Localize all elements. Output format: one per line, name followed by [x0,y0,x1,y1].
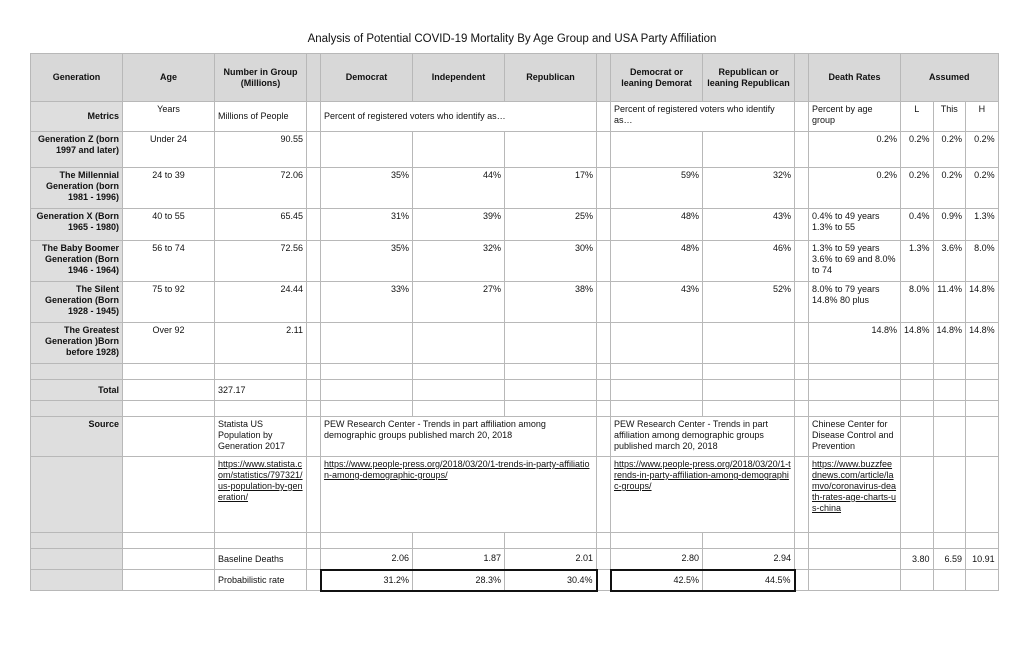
cell-empty[interactable] [597,417,611,457]
assumed-this-cell[interactable]: 0.2% [933,132,966,168]
cell-empty[interactable] [123,417,215,457]
cell-empty[interactable] [597,209,611,241]
cell-empty[interactable] [307,241,321,282]
cell-empty[interactable] [795,533,809,549]
cell-empty[interactable] [795,457,809,533]
rep-lean-cell[interactable]: 52% [703,282,795,323]
assumed-l-cell[interactable]: 0.4% [901,209,934,241]
assumed-this-cell[interactable]: 3.6% [933,241,966,282]
baseline-row [31,549,999,570]
prob-dem-lean[interactable]: 42.5% [611,570,703,591]
cell-empty[interactable] [307,209,321,241]
republican-cell[interactable]: 38% [505,282,597,323]
assumed-this-cell[interactable]: 11.4% [933,282,966,323]
number-cell[interactable]: 65.45 [215,209,307,241]
header-spacer[interactable] [307,54,321,102]
cell-empty[interactable] [809,533,901,549]
cell-empty[interactable] [966,570,999,591]
republican-cell[interactable]: 17% [505,168,597,209]
cell-empty[interactable] [795,364,809,380]
death-rate-cell[interactable]: 0.4% to 49 years 1.3% to 55 [809,209,901,241]
source-number[interactable]: Statista US Population by Generation 2017 [215,417,307,457]
death-rate-cell[interactable]: 8.0% to 79 years 14.8% 80 plus [809,282,901,323]
cell-empty[interactable] [597,457,611,533]
cell-empty[interactable] [795,132,809,168]
prob-republican[interactable]: 30.4% [505,570,597,591]
baseline-rep-lean[interactable]: 2.94 [703,549,795,570]
header-republican[interactable]: Republican [505,54,597,102]
dem-lean-cell[interactable]: 43% [611,282,703,323]
republican-cell[interactable]: 25% [505,209,597,241]
table-row [31,132,999,168]
age-cell[interactable]: 40 to 55 [123,209,215,241]
cell-empty[interactable] [901,417,934,457]
number-cell[interactable]: 72.56 [215,241,307,282]
cell-empty[interactable] [31,457,123,533]
assumed-l-cell[interactable]: 14.8% [901,323,934,364]
age-cell[interactable]: 24 to 39 [123,168,215,209]
cell-empty[interactable] [597,549,611,570]
cell-empty[interactable] [809,380,901,401]
democrat-cell[interactable] [321,323,413,364]
cell-empty[interactable] [611,533,703,549]
independent-cell[interactable]: 44% [413,168,505,209]
cell-empty[interactable] [321,364,413,380]
metrics-label[interactable]: Metrics [31,102,123,132]
header-death-rates[interactable]: Death Rates [809,54,901,102]
cell-empty[interactable] [307,401,321,417]
cell-empty[interactable] [597,102,611,132]
cell-empty[interactable] [966,533,999,549]
cell-empty[interactable] [901,401,934,417]
cell-empty[interactable] [215,533,307,549]
democrat-cell[interactable]: 33% [321,282,413,323]
metrics-death[interactable]: Percent by age group [809,102,901,132]
cell-empty[interactable] [703,533,795,549]
cell-empty[interactable] [307,380,321,401]
cell-empty[interactable] [966,401,999,417]
rep-lean-cell[interactable]: 43% [703,209,795,241]
link-party[interactable]: https://www.people-press.org/2018/03/20/1-trends-in-party-affiliation-among-demographic-groups/ [321,457,597,533]
cell-empty[interactable] [966,380,999,401]
dem-lean-cell[interactable]: 59% [611,168,703,209]
cell-empty[interactable] [413,364,505,380]
assumed-h-cell[interactable]: 0.2% [966,168,999,209]
header-generation[interactable]: Generation [31,54,123,102]
cell-empty[interactable] [307,417,321,457]
baseline-h[interactable]: 10.91 [966,549,999,570]
generation-label[interactable]: Generation Z (born 1997 and later) [31,132,123,168]
link-lean[interactable]: https://www.people-press.org/2018/03/20/1-trends-in-party-affiliation-among-demographic-groups/ [611,457,795,533]
generation-label[interactable]: The Millennial Generation (born 1981 - 1996) [31,168,123,209]
metrics-number[interactable]: Millions of People [215,102,307,132]
cell-empty[interactable] [31,364,123,380]
header-democrat[interactable]: Democrat [321,54,413,102]
cell-empty[interactable] [611,364,703,380]
cell-empty[interactable] [123,570,215,591]
metrics-row [31,102,999,132]
cell-empty[interactable] [901,380,934,401]
header-spacer[interactable] [795,54,809,102]
cell-empty[interactable] [123,401,215,417]
independent-cell[interactable]: 32% [413,241,505,282]
source-label[interactable]: Source [31,417,123,457]
baseline-democrat[interactable]: 2.06 [321,549,413,570]
cell-empty[interactable] [215,364,307,380]
republican-cell[interactable] [505,132,597,168]
cell-empty[interactable] [597,401,611,417]
cell-empty[interactable] [901,364,934,380]
prob-label[interactable]: Probabilistic rate [215,570,307,591]
dem-lean-cell[interactable]: 48% [611,209,703,241]
cell-empty[interactable] [597,323,611,364]
cell-empty[interactable] [413,380,505,401]
cell-empty[interactable] [597,570,611,591]
cell-empty[interactable] [611,401,703,417]
cell-empty[interactable] [795,417,809,457]
independent-cell[interactable] [413,132,505,168]
cell-empty[interactable] [795,282,809,323]
assumed-h-cell[interactable]: 14.8% [966,323,999,364]
blank-row [31,401,999,417]
cell-empty[interactable] [307,457,321,533]
metrics-age[interactable]: Years [123,102,215,132]
header-rep-lean[interactable]: Republican or leaning Republican [703,54,795,102]
cell-empty[interactable] [505,401,597,417]
cell-empty[interactable] [966,417,999,457]
cell-empty[interactable] [703,380,795,401]
source-death[interactable]: Chinese Center for Disease Control and Prevention [809,417,901,457]
number-cell[interactable]: 72.06 [215,168,307,209]
cell-empty[interactable] [703,401,795,417]
generation-label[interactable]: The Silent Generation (Born 1928 - 1945) [31,282,123,323]
cell-empty[interactable] [933,417,966,457]
probabilistic-row [31,570,999,591]
cell-empty[interactable] [795,401,809,417]
cell-empty[interactable] [901,570,934,591]
table-row [31,241,999,282]
baseline-label[interactable]: Baseline Deaths [215,549,307,570]
cell-empty[interactable] [31,570,123,591]
cell-empty[interactable] [505,380,597,401]
baseline-this[interactable]: 6.59 [933,549,966,570]
cell-empty[interactable] [901,457,934,533]
total-number[interactable]: 327.17 [215,380,307,401]
cell-empty[interactable] [307,132,321,168]
age-cell[interactable]: 75 to 92 [123,282,215,323]
assumed-this-cell[interactable]: 0.2% [933,168,966,209]
metrics-party[interactable]: Percent of registered voters who identify as… [321,102,597,132]
cell-empty[interactable] [809,401,901,417]
link-number[interactable]: https://www.statista.com/statistics/797321/us-population-by-generation/ [215,457,307,533]
cell-empty[interactable] [933,364,966,380]
cell-empty[interactable] [321,533,413,549]
cell-empty[interactable] [809,364,901,380]
assumed-this-cell[interactable]: 14.8% [933,323,966,364]
rep-lean-cell[interactable]: 46% [703,241,795,282]
cell-empty[interactable] [123,533,215,549]
cell-empty[interactable] [307,102,321,132]
cell-empty[interactable] [123,457,215,533]
independent-cell[interactable]: 27% [413,282,505,323]
assumed-h-cell[interactable]: 8.0% [966,241,999,282]
cell-empty[interactable] [933,533,966,549]
cell-empty[interactable] [809,570,901,591]
age-cell[interactable]: 56 to 74 [123,241,215,282]
cell-empty[interactable] [307,533,321,549]
assumed-h-cell[interactable]: 14.8% [966,282,999,323]
number-cell[interactable]: 24.44 [215,282,307,323]
rep-lean-cell[interactable] [703,132,795,168]
cell-empty[interactable] [123,364,215,380]
table-row [31,209,999,241]
table-row [31,168,999,209]
metrics-lean[interactable]: Percent of registered voters who identify as… [611,102,795,132]
blank-row [31,364,999,380]
number-cell[interactable]: 2.11 [215,323,307,364]
prob-independent[interactable]: 28.3% [413,570,505,591]
cell-empty[interactable] [795,241,809,282]
number-cell[interactable]: 90.55 [215,132,307,168]
democrat-cell[interactable]: 35% [321,241,413,282]
cell-empty[interactable] [966,457,999,533]
cell-empty[interactable] [307,364,321,380]
cell-empty[interactable] [795,168,809,209]
democrat-cell[interactable] [321,132,413,168]
independent-cell[interactable] [413,323,505,364]
assumed-l-cell[interactable]: 1.3% [901,241,934,282]
cell-empty[interactable] [795,102,809,132]
cell-empty[interactable] [809,549,901,570]
table-row [31,282,999,323]
cell-empty[interactable] [307,549,321,570]
cell-empty[interactable] [901,533,934,549]
cell-empty[interactable] [307,282,321,323]
rep-lean-cell[interactable]: 32% [703,168,795,209]
baseline-republican[interactable]: 2.01 [505,549,597,570]
header-row [31,54,999,102]
header-number[interactable]: Number in Group (Millions) [215,54,307,102]
spreadsheet [30,53,999,592]
cell-empty[interactable] [597,533,611,549]
cell-empty[interactable] [597,241,611,282]
cell-empty[interactable] [611,380,703,401]
generation-label[interactable]: The Baby Boomer Generation (Born 1946 - 1964) [31,241,123,282]
dem-lean-cell[interactable]: 48% [611,241,703,282]
cell-empty[interactable] [795,323,809,364]
metrics-h[interactable]: H [966,102,999,132]
link-death[interactable]: https://www.buzzfeednews.com/article/lamvo/coronavirus-death-rates-age-charts-us-china [809,457,901,533]
baseline-independent[interactable]: 1.87 [413,549,505,570]
dem-lean-cell[interactable] [611,323,703,364]
cell-empty[interactable] [215,401,307,417]
source-lean[interactable]: PEW Research Center - Trends in part affiliation among demographic groups published march 20, 2018 [611,417,795,457]
cell-empty[interactable] [795,380,809,401]
cell-empty[interactable] [31,533,123,549]
cell-empty[interactable] [933,570,966,591]
cell-empty[interactable] [597,168,611,209]
independent-cell[interactable]: 39% [413,209,505,241]
baseline-l[interactable]: 3.80 [901,549,934,570]
cell-empty[interactable] [321,401,413,417]
assumed-l-cell[interactable]: 8.0% [901,282,934,323]
source-row [31,417,999,457]
assumed-h-cell[interactable]: 1.3% [966,209,999,241]
blank-row [31,533,999,549]
death-rate-cell[interactable]: 1.3% to 59 years 3.6% to 69 and 8.0% to 74 [809,241,901,282]
cell-empty[interactable] [31,401,123,417]
prob-rep-lean[interactable]: 44.5% [703,570,795,591]
cell-empty[interactable] [505,364,597,380]
cell-empty[interactable] [795,549,809,570]
assumed-this-cell[interactable]: 0.9% [933,209,966,241]
metrics-l[interactable]: L [901,102,934,132]
republican-cell[interactable]: 30% [505,241,597,282]
death-rate-cell[interactable]: 0.2% [809,168,901,209]
cell-empty[interactable] [597,364,611,380]
cell-empty[interactable] [795,209,809,241]
header-dem-lean[interactable]: Democrat or leaning Demorat [611,54,703,102]
democrat-cell[interactable]: 31% [321,209,413,241]
cell-empty[interactable] [597,282,611,323]
header-spacer[interactable] [597,54,611,102]
prob-democrat[interactable]: 31.2% [321,570,413,591]
total-row [31,380,999,401]
cell-empty[interactable] [307,168,321,209]
age-cell[interactable]: Under 24 [123,132,215,168]
table-row [31,323,999,364]
links-row [31,457,999,533]
sheet-title: Analysis of Potential COVID-19 Mortality By Age Group and USA Party Affiliation [307,33,717,45]
cell-empty[interactable] [123,380,215,401]
cell-empty[interactable] [123,549,215,570]
cell-empty[interactable] [933,380,966,401]
cell-empty[interactable] [307,570,321,591]
mortality-table [30,53,999,592]
header-assumed[interactable]: Assumed [901,54,999,102]
death-rate-cell[interactable]: 0.2% [809,132,901,168]
cell-empty[interactable] [321,380,413,401]
cell-empty[interactable] [413,533,505,549]
cell-empty[interactable] [703,364,795,380]
metrics-this[interactable]: This [933,102,966,132]
baseline-dem-lean[interactable]: 2.80 [611,549,703,570]
cell-empty[interactable] [597,380,611,401]
source-party[interactable]: PEW Research Center - Trends in part affiliation among demographic groups published march 20, 2018 [321,417,597,457]
cell-empty[interactable] [413,401,505,417]
dem-lean-cell[interactable] [611,132,703,168]
cell-empty[interactable] [505,533,597,549]
republican-cell[interactable] [505,323,597,364]
cell-empty[interactable] [31,549,123,570]
cell-empty[interactable] [933,457,966,533]
header-independent[interactable]: Independent [413,54,505,102]
generation-label[interactable]: Generation X (Born 1965 - 1980) [31,209,123,241]
generation-label[interactable]: The Greatest Generation )Born before 1928) [31,323,123,364]
cell-empty[interactable] [966,364,999,380]
total-label[interactable]: Total [31,380,123,401]
cell-empty[interactable] [307,323,321,364]
cell-empty[interactable] [597,132,611,168]
democrat-cell[interactable]: 35% [321,168,413,209]
assumed-l-cell[interactable]: 0.2% [901,168,934,209]
assumed-l-cell[interactable]: 0.2% [901,132,934,168]
age-cell[interactable]: Over 92 [123,323,215,364]
assumed-h-cell[interactable]: 0.2% [966,132,999,168]
rep-lean-cell[interactable] [703,323,795,364]
death-rate-cell[interactable]: 14.8% [809,323,901,364]
cell-empty[interactable] [933,401,966,417]
cell-empty[interactable] [795,570,809,591]
header-age[interactable]: Age [123,54,215,102]
